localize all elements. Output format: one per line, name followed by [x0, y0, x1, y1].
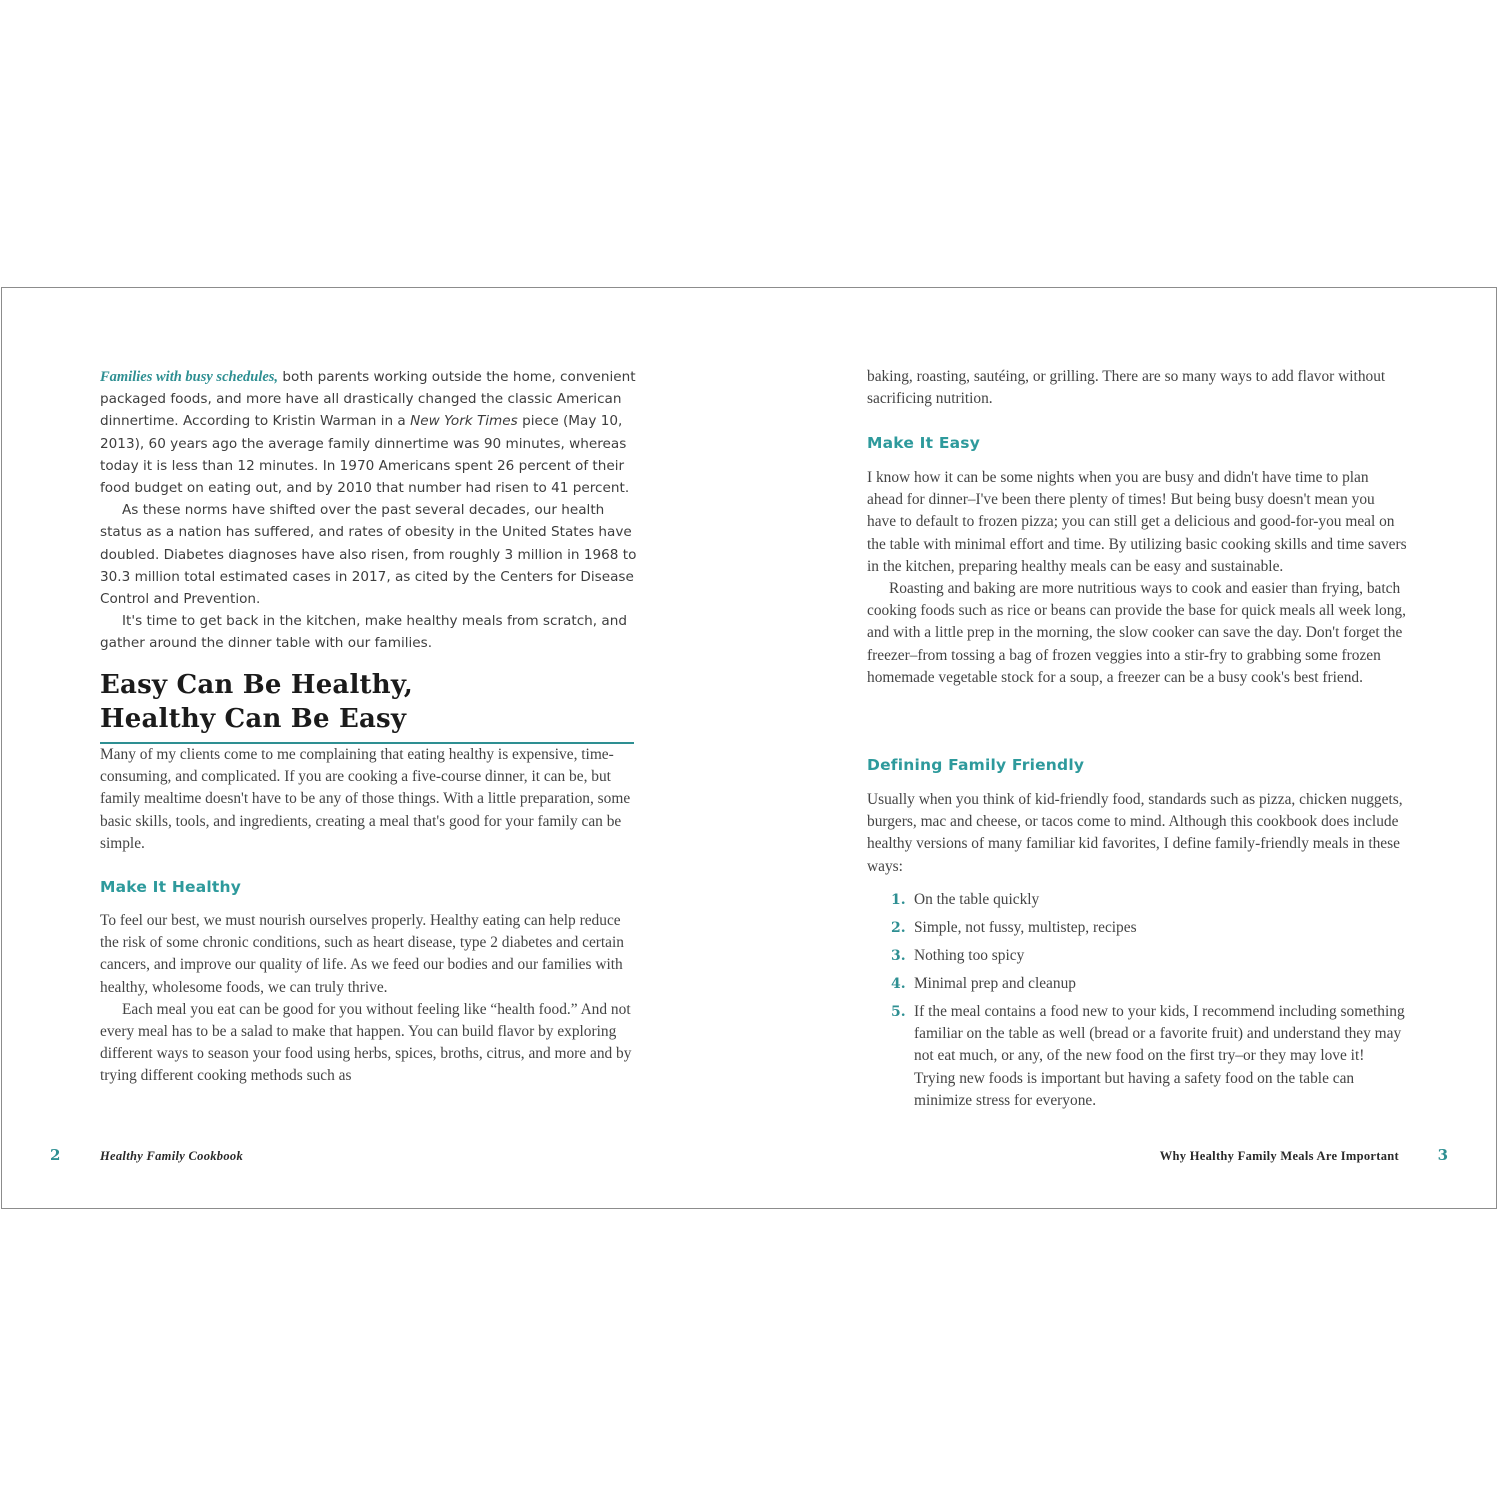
section-intro-block: [100, 744, 640, 855]
list-item-text: Simple, not fussy, multistep, recipes: [914, 919, 1137, 936]
intro-text-part1: both parents working outside the home, convenient packaged foods, and more have all drastically changed the classic American dinnertime. According to Kristin Warman in a: [100, 369, 636, 430]
make-healthy-heading-block: [100, 878, 640, 896]
list-item: [867, 945, 1407, 967]
right-page-number: 3: [1437, 1146, 1448, 1164]
make-easy-heading: Make It Easy: [867, 434, 981, 452]
left-page-number: 2: [50, 1146, 61, 1164]
list-number: 2.: [891, 920, 906, 936]
list-item-text: Nothing too spicy: [914, 947, 1025, 964]
make-healthy-heading: Make It Healthy: [100, 878, 242, 896]
list-item-text: If the meal contains a food new to your kids, I recommend including something familiar on the table as well (bread or a favorite fruit) and understand they may not eat much, or any, of the new food on the first try–or they may love it! Trying new foods is important but having a safety food on the table can minimize stress for everyone.: [914, 1003, 1405, 1109]
make-healthy-paragraph-2: Each meal you eat can be good for you without feeling like “health food.” And not every meal has to be a salad to make that happen. You can build flavor by exploring different ways to season your food using herbs, spices, broths, citrus, and more and by trying different cooking methods such as: [100, 1000, 632, 1085]
section-heading: [100, 668, 634, 744]
make-healthy-body: [100, 910, 640, 1088]
continuation-block: [867, 366, 1407, 410]
list-number: 4.: [891, 976, 906, 992]
family-friendly-list-block: [867, 889, 1407, 1118]
intro-block: [100, 366, 640, 655]
lead-in-text: Families with busy schedules,: [100, 369, 279, 385]
list-number: 5.: [891, 1004, 906, 1020]
intro-paragraph-1: [100, 366, 640, 499]
family-friendly-list: [867, 889, 1407, 1112]
publication-name: New York Times: [410, 413, 518, 430]
make-easy-paragraph-1: I know how it can be some nights when you are busy and didn't have time to plan ahead for dinner–I've been there plenty of times! But being busy doesn't mean you have to default to frozen pizza; you can still get a delicious and good-for-you meal on the table with minimal effort and time. By utilizing basic cooking skills and time savers in the kitchen, preparing healthy meals can be easy and sustainable.: [867, 469, 1407, 575]
section-intro-paragraph: Many of my clients come to me complaining that eating healthy is expensive, time-consuming, and complicated. If you are cooking a five-course dinner, it can be, but family mealtime doesn't have to be any of those things. With a little preparation, some basic skills, tools, and ingredients, creating a meal that's good for your family can be simple.: [100, 746, 631, 852]
continuation-paragraph: baking, roasting, sautéing, or grilling. There are so many ways to add flavor without sacrificing nutrition.: [867, 368, 1386, 408]
section-heading-block: [100, 668, 634, 744]
family-friendly-heading: Defining Family Friendly: [867, 756, 1085, 774]
intro-paragraph-2: As these norms have shifted over the past several decades, our health status as a nation has suffered, and rates of obesity in the United States have doubled. Diabetes diagnoses have also risen, from roughly 3 million in 1968 to 30.3 million total estimated cases in 2017, as cited by the Centers for Disease Control and Prevention.: [100, 502, 637, 608]
make-healthy-paragraph-1: To feel our best, we must nourish ourselves properly. Healthy eating can help reduce the risk of some chronic conditions, such as heart disease, type 2 diabetes and certain cancers, and improve our quality of life. As we feed our bodies and our families with healthy, wholesome foods, we can truly thrive.: [100, 912, 624, 996]
list-item: [867, 889, 1407, 911]
make-easy-body: [867, 467, 1407, 689]
make-easy-heading-block: [867, 434, 1407, 452]
heading-line-1: Easy Can Be Healthy,: [100, 670, 413, 700]
right-running-footer: Why Healthy Family Meals Are Important: [1159, 1149, 1399, 1163]
intro-text-part2: piece (May 10, 2013), 60 years ago the average family dinnertime was 90 minutes, whereas today it is less than 12 minutes. In 1970 Americans spent 26 percent of their food budget on eating out, and by 2010 that number had risen to 41 percent.: [100, 413, 630, 497]
list-item-text: Minimal prep and cleanup: [914, 975, 1076, 992]
list-number: 1.: [891, 892, 906, 908]
intro-paragraph-3: It's time to get back in the kitchen, make healthy meals from scratch, and gather around the dinner table with our families.: [100, 613, 628, 652]
list-item: [867, 917, 1407, 939]
left-running-footer: Healthy Family Cookbook: [100, 1149, 244, 1163]
list-item: [867, 1001, 1407, 1112]
family-friendly-body: [867, 789, 1407, 878]
list-item-text: On the table quickly: [914, 891, 1040, 908]
list-number: 3.: [891, 948, 906, 964]
family-friendly-heading-block: [867, 756, 1407, 774]
list-item: [867, 973, 1407, 995]
heading-line-2: Healthy Can Be Easy: [100, 704, 407, 734]
make-easy-paragraph-2: Roasting and baking are more nutritious ways to cook and easier than frying, batch cooking foods such as rice or beans can provide the base for quick meals all week long, and with a little prep in the morning, the slow cooker can save the day. Don't forget the freezer–from tossing a bag of frozen veggies into a stir-fry to grabbing some frozen homemade vegetable stock for a soup, a freezer can be a busy cook's best friend.: [867, 580, 1406, 686]
book-spread: [1, 287, 1497, 1209]
family-friendly-paragraph: Usually when you think of kid-friendly food, standards such as pizza, chicken nuggets, burgers, mac and cheese, or tacos come to mind. Although this cookbook does include healthy versions of many familiar kid favorites, I define family-friendly meals in these ways:: [867, 791, 1403, 875]
